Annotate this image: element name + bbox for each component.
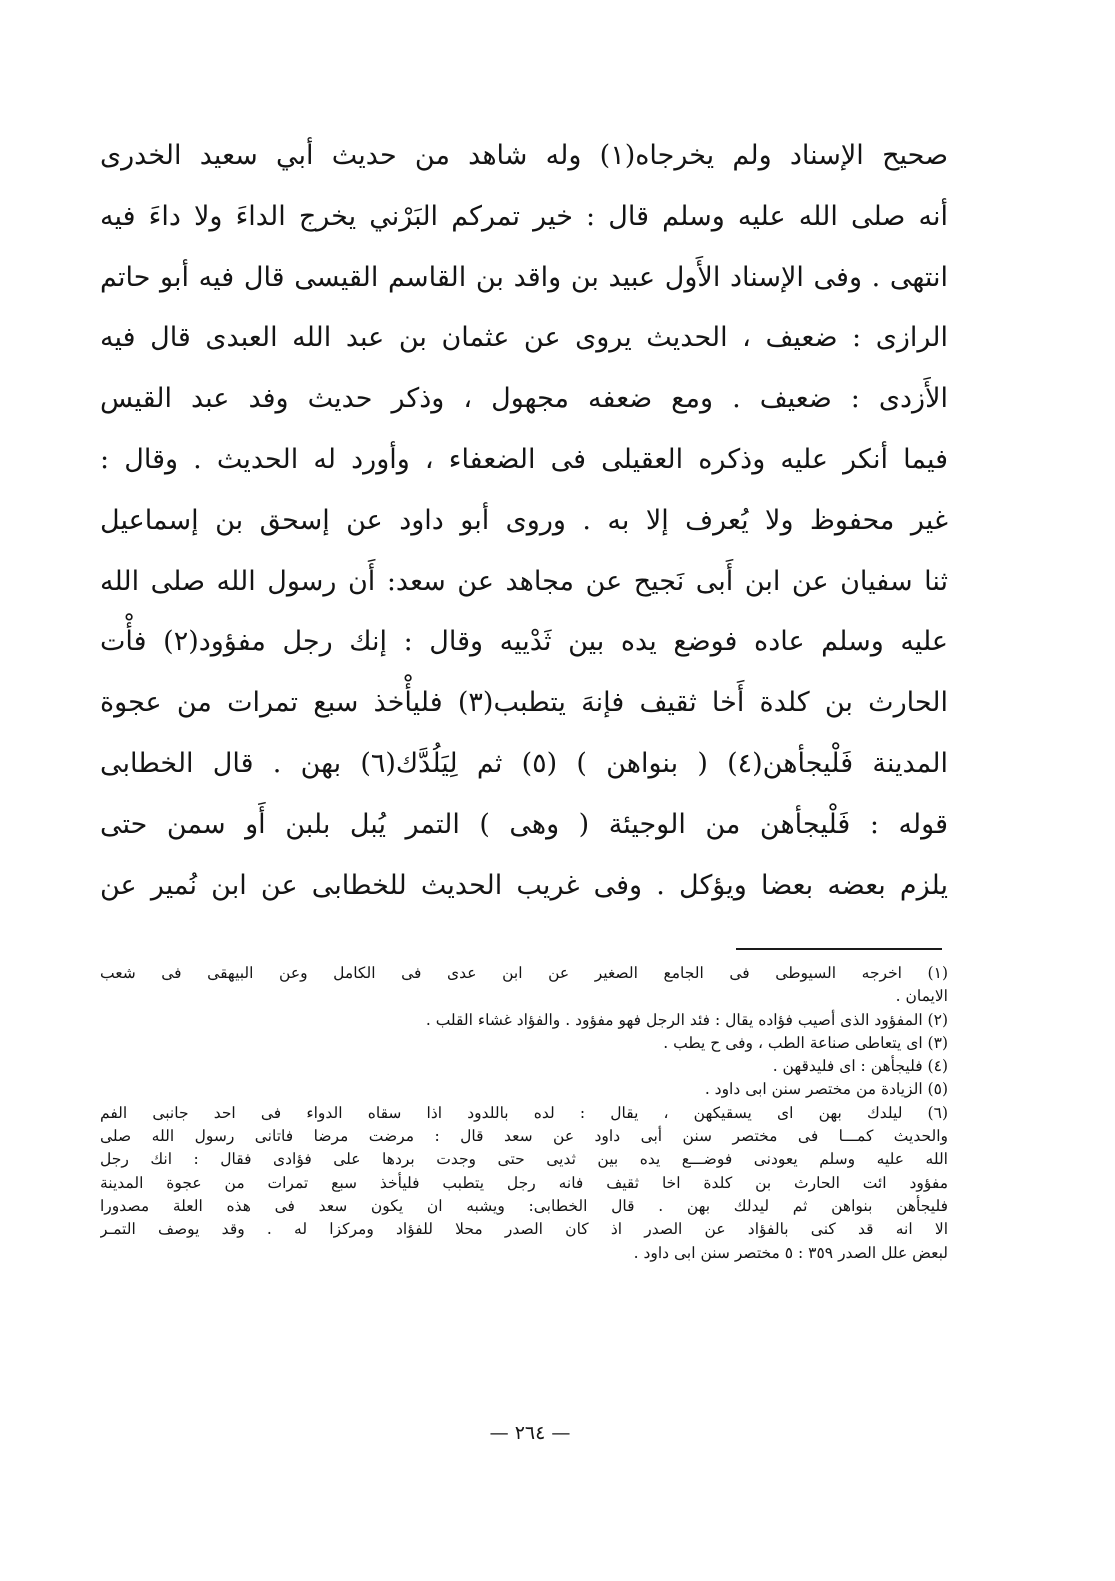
main-text-line: غير محفوظ ولا يُعرف إلا به . وروى أبو داود عن إسحق بن إسماعيل (100, 504, 948, 536)
main-text-line: انتهى . وفى الإسناد الأَول عبيد بن واقد بن القاسم القيسى قال فيه أبو حاتم (100, 261, 948, 293)
footnote-line: مفؤود ائت الحارث بن كلدة اخا ثقيف فانه رجل يتطبب فليأخذ سبع تمرات من عجوة المدينة (100, 1173, 948, 1192)
footnote-line: (٤) فليجأهن : اى فليدقهن . (772, 1057, 948, 1076)
page-number: — ٢٦٤ — (489, 1422, 571, 1444)
main-text-line: قوله : فَلْيجأهن من الوجيئة ( وهى ) التمر يُبل بلبن أَو سمن حتى (100, 808, 948, 840)
main-text-line: يلزم بعضه بعضا ويؤكل . وفى غريب الحديث للخطابى عن ابن نُمير عن (100, 869, 948, 901)
footnote-line: الا انه قد كنى بالفؤاد عن الصدر اذ كان الصدر محلا للفؤاد ومركزا له . وقد يوصف التمـر (100, 1220, 948, 1239)
footnote-line: والحديث كمـــا فى مختصر سنن أبى داود عن سعد قال : مرضت مرضا فاتانى رسول الله صلى (100, 1127, 948, 1146)
main-text-line: المدينة فَلْيجأهن(٤) ( بنواهن ) (٥) ثم لِيَلُدَّك(٦) بهن . قال الخطابى (100, 747, 948, 779)
footnote-line: (٥) الزيادة من مختصر سنن ابى داود . (704, 1080, 948, 1099)
main-text-block (100, 126, 948, 916)
footnote-line: (٢) المفؤود الذى أصيب فؤاده يقال : فئد الرجل فهو مفؤود . والفؤاد غشاء القلب . (425, 1010, 948, 1029)
footnote-line: لبعض علل الصدر ٣٥٩ : ٥ مختصر سنن ابى داود . (633, 1243, 948, 1262)
footnote-separator (736, 948, 942, 950)
main-text-line: الحارث بن كلدة أَخا ثقيف فإنهَ يتطبب(٣) فليأْخذ سبع تمرات من عجوة (100, 687, 948, 719)
main-text-line: فيما أنكر عليه وذكره العقيلى فى الضعفاء ، وأورد له الحديث . وقال : (100, 443, 948, 475)
footnotes-block (100, 962, 948, 1265)
main-text-line: أنه صلى الله عليه وسلم قال : خير تمركم البَرْني يخرج الداءَ ولا داءَ فيه (100, 200, 948, 232)
footnote-line: (٦) ليلدك بهن اى يسقيكهن ، يقال : لده باللدود اذا سقاه الدواء فى احد جانبى الفم (100, 1103, 948, 1122)
footnote-line: الله عليه وسلم يعودنى فوضـــع يده بين ثديى حتى وجدت بردها على فؤادى فقال : انك رجل (100, 1150, 948, 1169)
footnote-line: الايمان . (895, 987, 948, 1006)
main-text-line: صحيح الإسناد ولم يخرجاه(١) وله شاهد من حديث أبي سعيد الخدرى (100, 140, 948, 171)
main-text-line: ثنا سفيان عن ابن أَبى نَجيح عن مجاهد عن سعد: أَن رسول الله صلى الله (100, 565, 948, 597)
main-text-line: عليه وسلم عاده فوضع يده بين ثَدْييه وقال : إنك رجل مفؤود(٢) فأْت (100, 626, 948, 658)
footnote-line: فليجأهن بنواهن ثم ليدلك بهن . قال الخطابى: ويشبه ان يكون سعد فى هذه العلة مصدورا (100, 1196, 948, 1215)
footnote-line: (٣) اى يتعاطى صناعة الطب ، وفى ح يطب . (663, 1033, 948, 1052)
main-text-line: الرازى : ضعيف ، الحديث يروى عن عثمان بن عبد الله العبدى قال فيه (100, 322, 948, 354)
main-text-line: الأَزدى : ضعيف . ومع ضعفه مجهول ، وذكر حديث وفد عبد القيس (100, 383, 948, 415)
footnote-line: (١) اخرجه السيوطى فى الجامع الصغير عن ابن عدى فى الكامل وعن البيهقى فى شعب (100, 964, 948, 982)
